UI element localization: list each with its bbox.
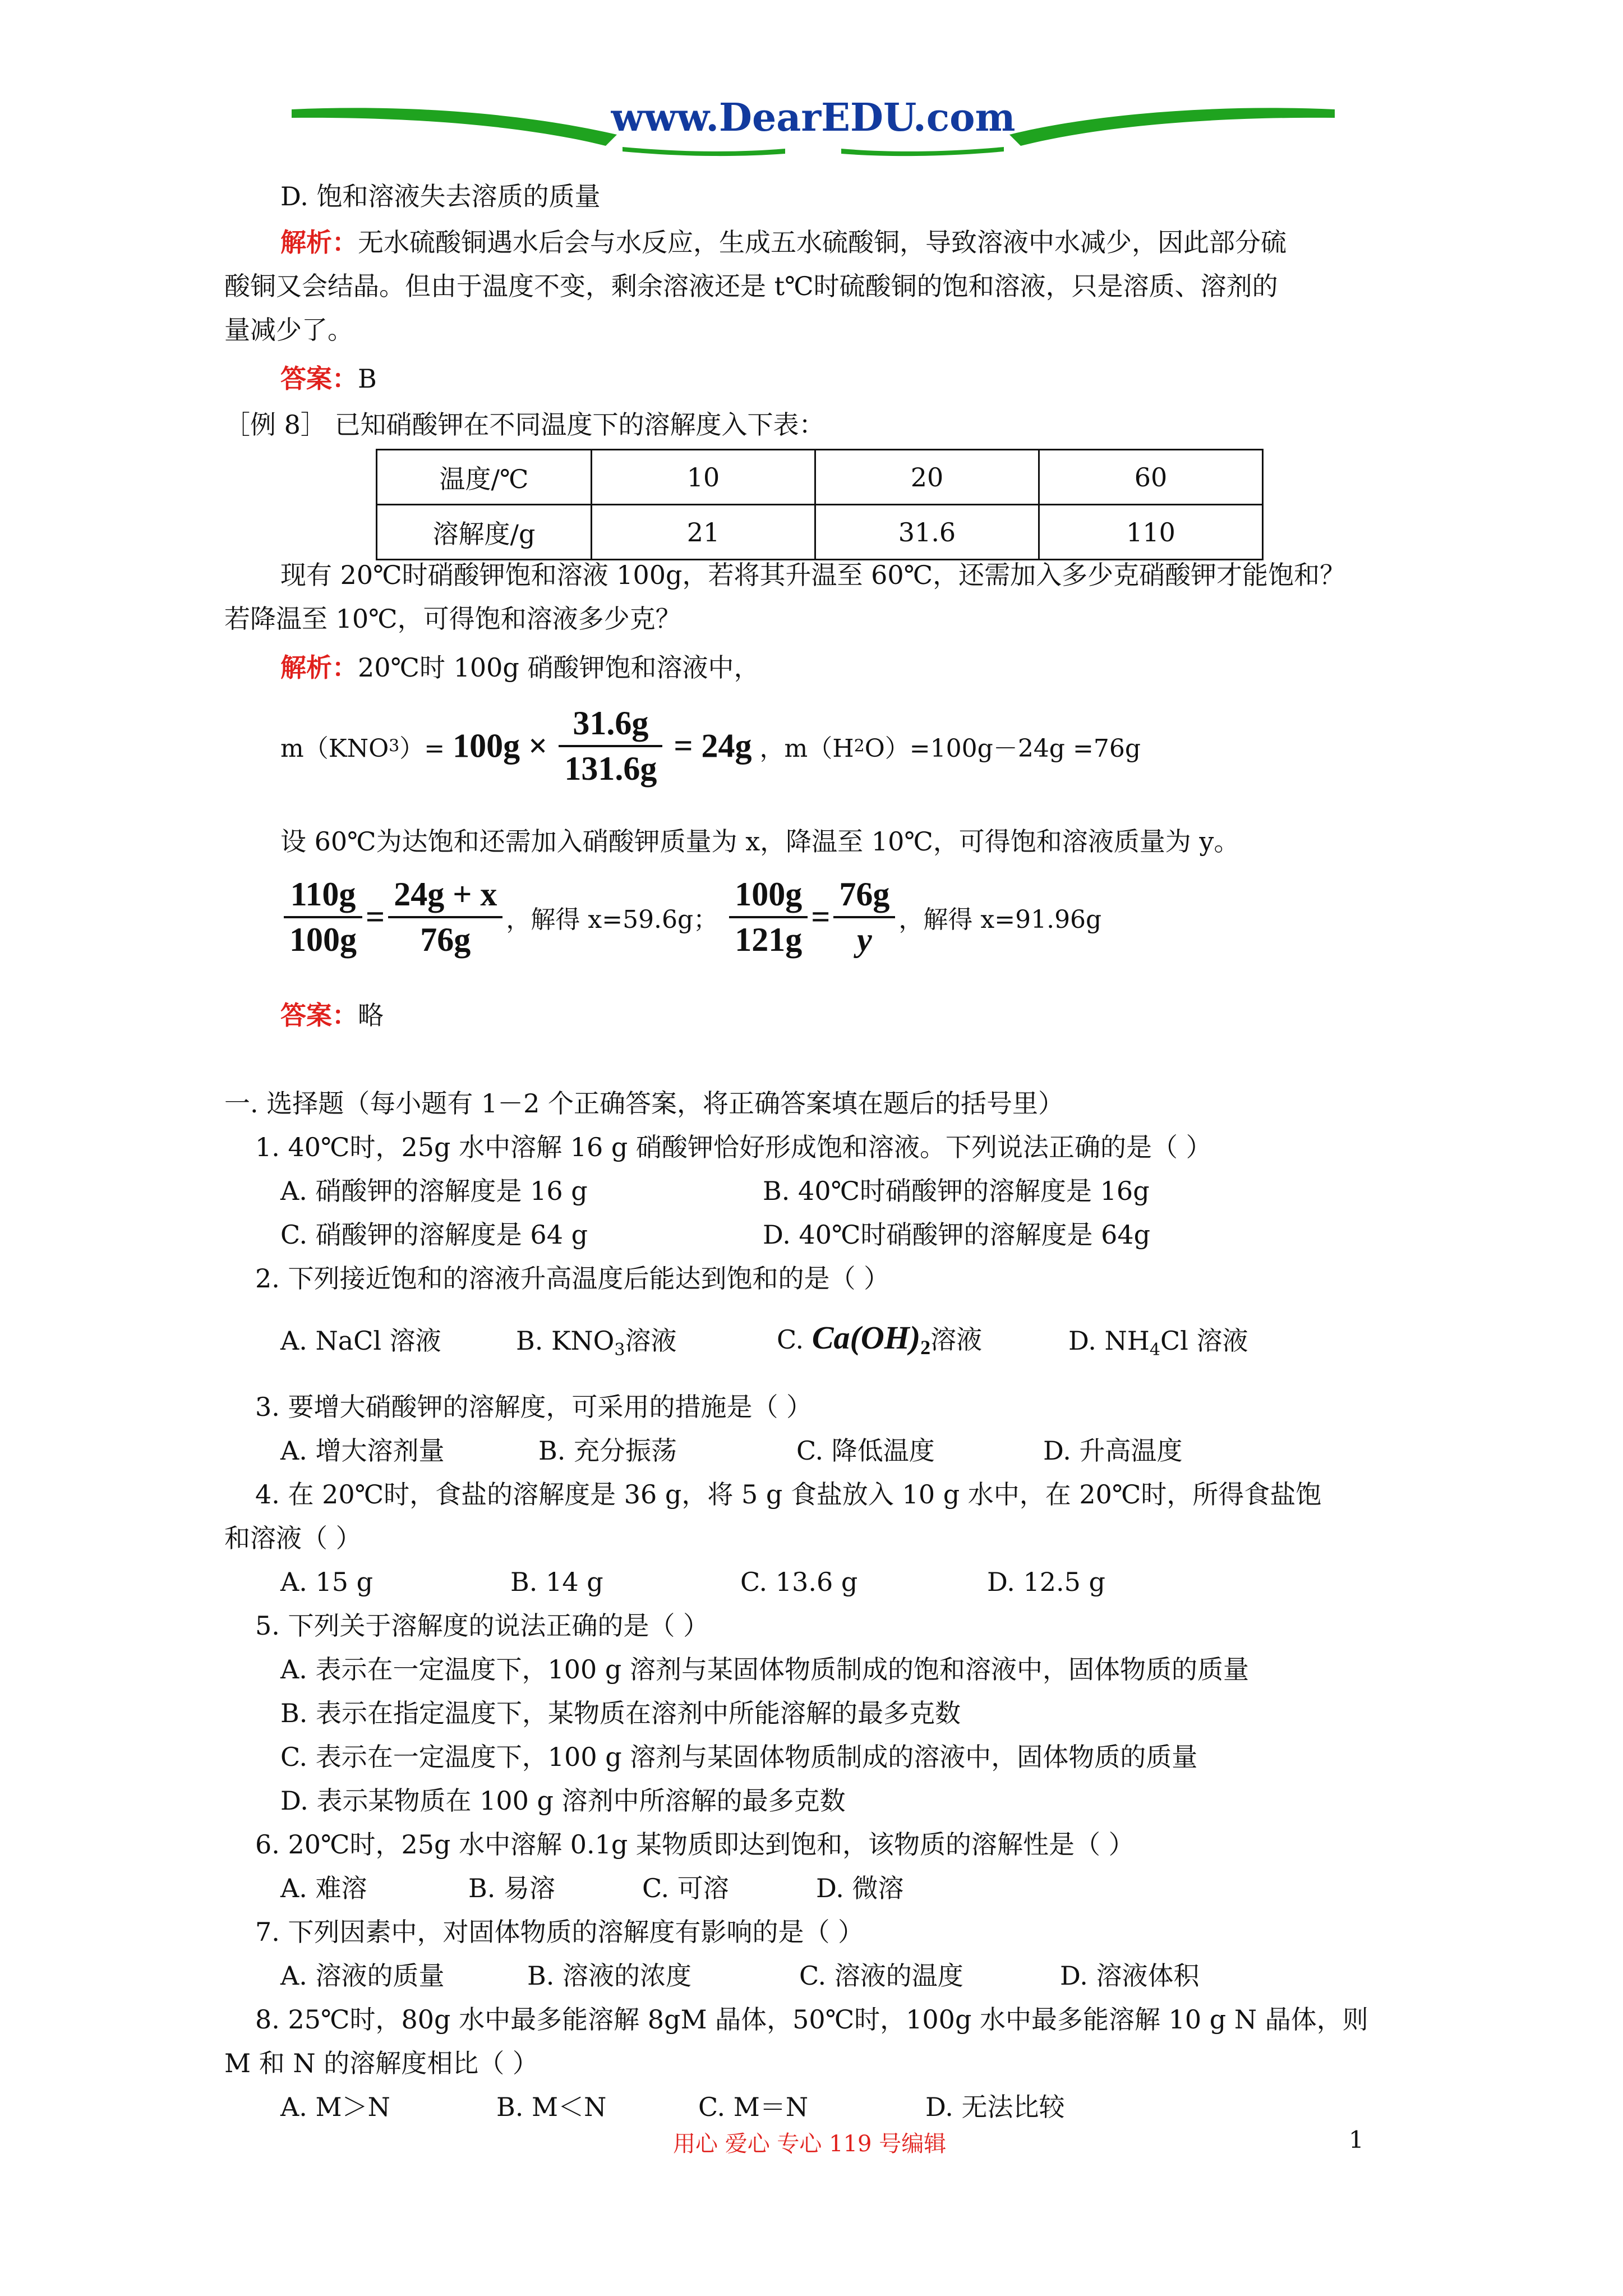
analysis-line-2: 酸铜又会结晶。但由于温度不变，剩余溶液还是 t℃时硫酸铜的饱和溶液，只是溶质、溶剂的 <box>224 271 1278 301</box>
question-8-line-2: M 和 N 的溶解度相比（ ） <box>224 2048 538 2078</box>
denominator: 121g <box>735 921 803 958</box>
solve-text: ，解得 x=59.6g； <box>506 905 718 934</box>
question-2: 2. 下列接近饱和的溶液升高温度后能达到饱和的是（ ） <box>255 1263 890 1294</box>
option-text: 溶液 <box>930 1324 983 1355</box>
denominator: 76g <box>420 921 471 958</box>
q6-option-a: A. 难溶 <box>280 1873 367 1903</box>
numerator: 24g + x <box>388 875 502 918</box>
table-cell: 60 <box>1039 450 1263 505</box>
solubility-table <box>376 449 1264 560</box>
formula: Ca(OH) <box>811 1319 921 1356</box>
q1-option-d: D. 40℃时硝酸钾的溶解度是 64g <box>763 1220 1151 1250</box>
fraction <box>388 875 502 959</box>
q7-option-d: D. 溶液体积 <box>1060 1961 1200 1991</box>
subscript: 2 <box>920 1336 931 1359</box>
question-line-2: 若降温至 10℃，可得饱和溶液多少克？ <box>224 604 681 634</box>
question-6: 6. 20℃时，25g 水中溶解 0.1g 某物质即达到饱和，该物质的溶解性是（ ） <box>255 1829 1135 1860</box>
question-line-1: 现有 20℃时硝酸钾饱和溶液 100g，若将其升温至 60℃，还需加入多少克硝酸钾才能饱和？ <box>280 560 1346 590</box>
analysis-text: 20℃时 100g 硝酸钾饱和溶液中， <box>358 652 760 683</box>
answer-label: 答案： <box>280 364 358 394</box>
option-text: B. KNO <box>516 1326 615 1356</box>
q5-option-c: C. 表示在一定温度下，100 g 溶剂与某固体物质制成的溶液中，固体物质的质量 <box>280 1742 1198 1772</box>
question-3: 3. 要增大硝酸钾的溶解度，可采用的措施是（ ） <box>255 1392 813 1422</box>
eq-result: = 24g <box>674 727 752 765</box>
fraction <box>729 875 808 959</box>
table-cell: 20 <box>815 450 1039 505</box>
table-row <box>377 450 1263 505</box>
table-cell: 溶解度/g <box>377 505 592 560</box>
site-title: www.DearEDU.com <box>611 95 1016 140</box>
page-number: 1 <box>1349 2126 1364 2154</box>
question-4-line-1: 4. 在 20℃时，食盐的溶解度是 36 g，将 5 g 食盐放入 10 g 水中，在 20℃时，所得食盐饱 <box>255 1479 1322 1510</box>
subscript: 4 <box>1149 1340 1160 1360</box>
q4-option-a: A. 15 g <box>280 1567 374 1597</box>
option-d-line: D. 饱和溶液失去溶质的质量 <box>280 181 601 211</box>
table-row <box>377 505 1263 560</box>
question-4-line-2: 和溶液（ ） <box>224 1523 362 1553</box>
setup-line: 设 60℃为达饱和还需加入硝酸钾质量为 x，降温至 10℃，可得饱和溶液质量为 y。 <box>280 826 1240 857</box>
q6-option-c: C. 可溶 <box>642 1873 729 1903</box>
numerator: 110g <box>284 875 362 918</box>
section-title: 一. 选择题（每小题有 1－2 个正确答案，将正确答案填在题后的括号里） <box>224 1088 1064 1119</box>
q2-option-b <box>516 1324 676 1367</box>
fraction <box>833 875 895 959</box>
q6-option-b: B. 易溶 <box>468 1873 556 1903</box>
option-text: D. NH <box>1068 1326 1150 1356</box>
mass-equation <box>280 704 1141 788</box>
numerator: 31.6g <box>559 704 662 747</box>
eq-text: ）= <box>399 734 445 763</box>
denominator: 131.6g <box>564 750 657 787</box>
question-7: 7. 下列因素中，对固体物质的溶解度有影响的是（ ） <box>255 1917 864 1947</box>
q3-option-c: C. 降低温度 <box>796 1435 935 1466</box>
table-cell: 31.6 <box>815 505 1039 560</box>
q3-option-d: D. 升高温度 <box>1043 1435 1183 1466</box>
answer-label: 答案： <box>280 1000 358 1030</box>
solve-text: ，解得 x=91.96g <box>898 905 1102 934</box>
q8-option-d: D. 无法比较 <box>925 2092 1065 2122</box>
q7-option-c: C. 溶液的温度 <box>799 1961 963 1991</box>
analysis-text: 无水硫酸铜遇水后会与水反应，生成五水硫酸铜，导致溶液中水减少，因此部分硫 <box>358 227 1287 257</box>
q8-option-b: B. M＜N <box>496 2092 607 2122</box>
eq-text: m（KNO <box>280 734 389 763</box>
answer-line <box>280 362 377 395</box>
eq-term: 100g × <box>453 727 548 765</box>
denominator: 100g <box>289 921 357 958</box>
analysis-label: 解析： <box>280 652 358 683</box>
analysis-label: 解析： <box>280 227 358 257</box>
table-cell: 110 <box>1039 505 1263 560</box>
numerator: 76g <box>833 875 895 918</box>
header-banner <box>292 84 1335 168</box>
equals-sign: = <box>366 898 385 936</box>
answer-value: B <box>358 364 377 394</box>
q4-option-c: C. 13.6 g <box>740 1567 858 1597</box>
eq-text: O）=100g－24g =76g <box>864 734 1141 763</box>
q4-option-d: D. 12.5 g <box>987 1567 1105 1597</box>
q6-option-d: D. 微溶 <box>816 1873 904 1903</box>
option-text: 溶液 <box>625 1326 677 1356</box>
q3-option-b: B. 充分振荡 <box>538 1435 677 1466</box>
analysis-line-3: 量减少了。 <box>224 315 353 345</box>
q1-option-b: B. 40℃时硝酸钾的溶解度是 16g <box>763 1176 1150 1206</box>
eq-subscript: 3 <box>389 736 400 756</box>
q3-option-a: A. 增大溶剂量 <box>280 1435 445 1466</box>
numerator: 100g <box>729 875 808 918</box>
q2-option-a: A. NaCl 溶液 <box>280 1326 441 1356</box>
footer-credit: 用心 爱心 专心 119 号编辑 <box>673 2131 947 2157</box>
q8-option-a: A. M＞N <box>280 2092 390 2122</box>
q7-option-b: B. 溶液的浓度 <box>527 1961 692 1991</box>
q5-option-b: B. 表示在指定温度下，某物质在溶剂中所能溶解的最多克数 <box>280 1698 961 1728</box>
fraction <box>559 704 662 788</box>
proportion-equations <box>280 875 1101 959</box>
q5-option-a: A. 表示在一定温度下，100 g 溶剂与某固体物质制成的饱和溶液中，固体物质的质量 <box>280 1654 1249 1685</box>
eq-text: ，m（H <box>759 734 854 763</box>
question-8-line-1: 8. 25℃时，80g 水中最多能溶解 8gM 晶体，50℃时，100g 水中最多能溶解 10 g N 晶体，则 <box>255 2004 1368 2035</box>
example-answer-line <box>280 999 384 1032</box>
question-1: 1. 40℃时，25g 水中溶解 16 g 硝酸钾恰好形成饱和溶液。下列说法正确的是（ ） <box>255 1132 1212 1162</box>
answer-value: 略 <box>358 1000 384 1030</box>
q1-option-a: A. 硝酸钾的溶解度是 16 g <box>280 1176 588 1206</box>
denominator: y <box>857 921 872 958</box>
q2-option-d <box>1068 1324 1248 1367</box>
option-text: C. <box>777 1324 804 1355</box>
q7-option-a: A. 溶液的质量 <box>280 1961 445 1991</box>
q2-option-c <box>777 1315 982 1370</box>
fraction <box>284 875 362 959</box>
equals-sign: = <box>811 898 831 936</box>
q1-option-c: C. 硝酸钾的溶解度是 64 g <box>280 1220 588 1250</box>
analysis-line-1 <box>280 226 1287 259</box>
question-5: 5. 下列关于溶解度的说法正确的是（ ） <box>255 1611 709 1641</box>
q5-option-d: D. 表示某物质在 100 g 溶剂中所溶解的最多克数 <box>280 1786 846 1816</box>
option-text: Cl 溶液 <box>1160 1326 1248 1356</box>
table-cell: 21 <box>592 505 815 560</box>
example-title: ［例 8］ 已知硝酸钾在不同温度下的溶解度入下表： <box>224 409 825 440</box>
q4-option-b: B. 14 g <box>510 1567 603 1597</box>
q8-option-c: C. M＝N <box>698 2092 809 2122</box>
subscript: 3 <box>614 1340 625 1360</box>
eq-subscript: 2 <box>854 736 865 756</box>
example-analysis-line <box>280 651 759 684</box>
table-cell: 温度/℃ <box>377 450 592 505</box>
table-cell: 10 <box>592 450 815 505</box>
